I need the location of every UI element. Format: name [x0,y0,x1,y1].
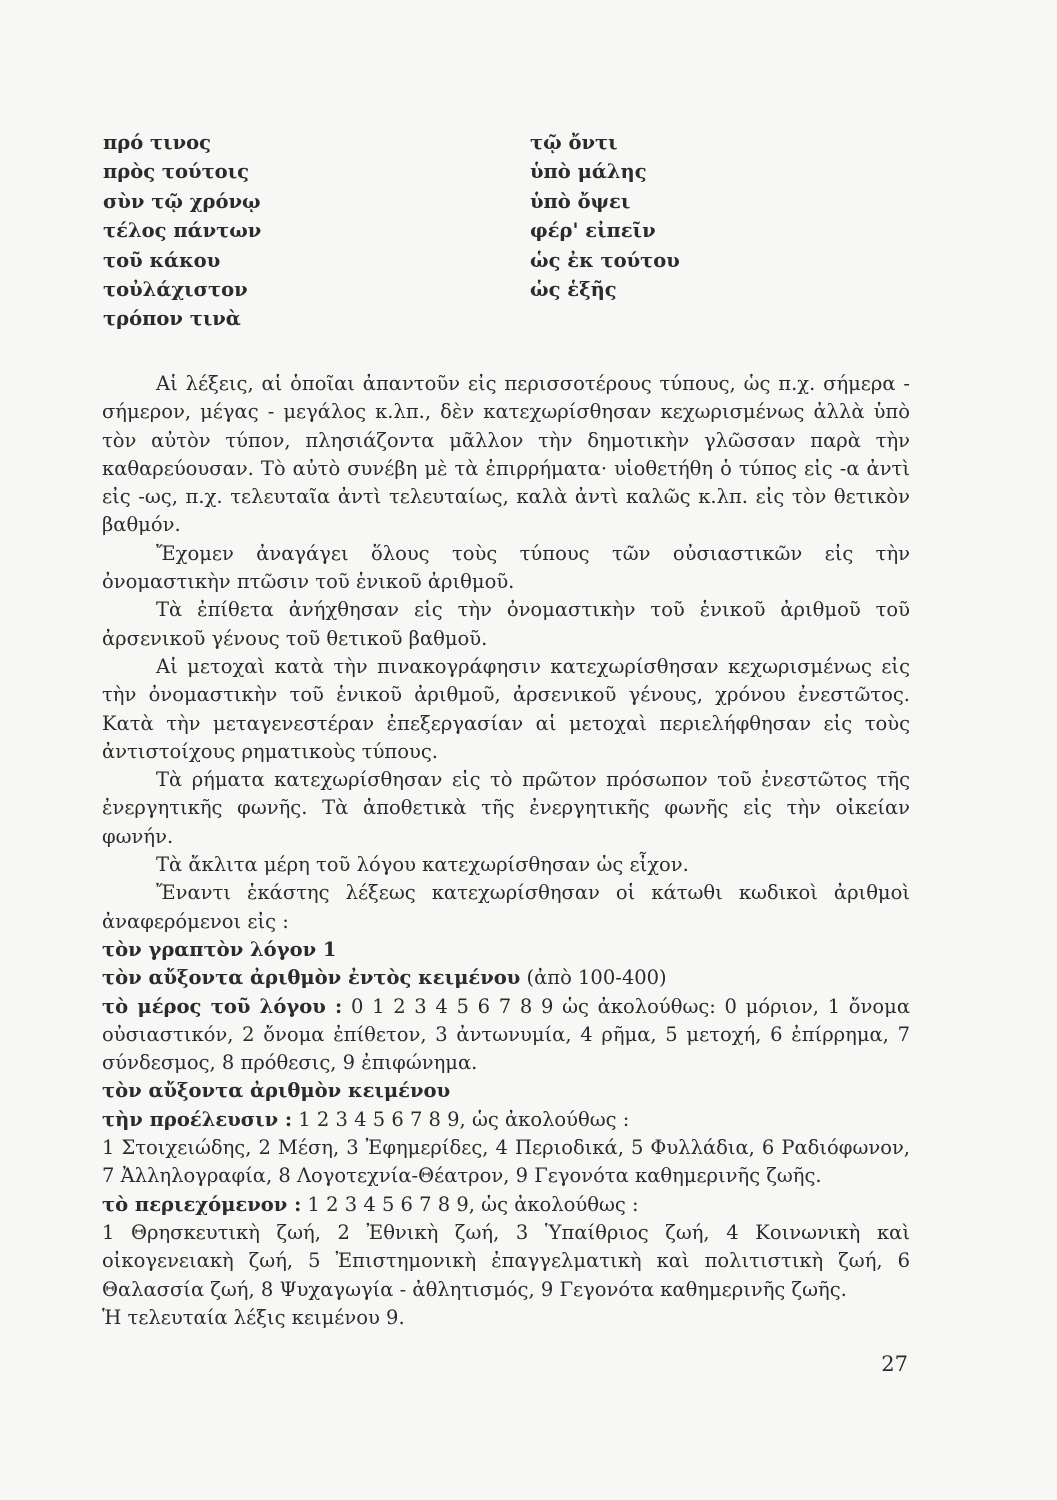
phrase-item: φέρ' εἰπεῖν [530,219,656,243]
code-part-of-speech-label: τὸ μέρος τοῦ λόγου : [102,994,343,1018]
phrase-list-right [530,128,890,304]
paragraph-indeclinables: Τὰ ἄκλιτα μέρη τοῦ λόγου κατεχωρίσθησαν ὡς εἶχον. [156,853,689,877]
code-content [102,1191,910,1219]
phrase-item: ὑπὸ ὄψει [530,189,631,213]
code-part-of-speech [102,993,910,1078]
paragraph-nouns: Ἔχομεν ἀναγάγει ὅλους τοὺς τύπους τῶν οὐσιαστικῶν εἰς τὴν ὀνομαστικὴν πτῶσιν τοῦ ἑνικοῦ ἀριθμοῦ. [102,541,910,594]
phrase-item: τρόπον τινὰ [103,307,241,331]
code-written-text [102,936,910,964]
code-serial-of-text [102,1077,910,1105]
paragraph-adjectives: Τὰ ἐπίθετα ἀνήχθησαν εἰς τὴν ὀνομαστικὴν τοῦ ἑνικοῦ ἀριθμοῦ τοῦ ἀρσενικοῦ γένους τοῦ θετικοῦ βαθμοῦ. [102,598,910,650]
phrase-item: ὡς ἐκ τούτου [530,248,680,272]
phrase-item: σὺν τῷ χρόνῳ [103,189,261,213]
code-origin-digits: 1 2 3 4 5 6 7 8 9, ὡς ἀκολούθως : [292,1107,630,1131]
code-serial-of-text-label: τὸν αὔξοντα ἀριθμὸν κειμένου [102,1079,451,1103]
code-content-digits: 1 2 3 4 5 6 7 8 9, ὡς ἀκολούθως : [301,1192,639,1216]
body-text [102,370,910,1332]
paragraph-verbs: Τὰ ρήματα κατεχωρίσθησαν εἰς τὸ πρῶτον πρόσωπον τοῦ ἐνεστῶτος τῆς ἐνεργητικῆς φωνῆς. Τὰ ἀποθετικὰ τῆς ἐνεργητικῆς φωνῆς εἰς τὴν οἰκείαν φωνήν. [102,768,910,848]
code-origin-label: τὴν προέλευσιν : [102,1107,293,1131]
phrase-list-left [103,128,423,334]
code-serial-in-text [102,964,910,992]
code-origin [102,1106,910,1134]
code-content-list: 1 Θρησκευτικὴ ζωή, 2 Ἐθνικὴ ζωή, 3 Ὑπαίθριος ζωή, 4 Κοινωνικὴ καὶ οἰκογενειακὴ ζωή, 5 Ἐπιστημονικὴ ἐπαγγελματικὴ καὶ πολιτιστικὴ ζωή, 6 Θαλασσία ζωή, 8 Ψυχαγωγία - ἀθλητισμός, 9 Γεγονότα καθημερινῆς ζωῆς. [102,1220,910,1301]
phrase-item: ὑπὸ μάλης [530,160,647,184]
code-last-word: Ἡ τελευταία λέξις κειμένου 9. [102,1305,405,1329]
page-number: 27 [881,1352,908,1376]
phrase-item: ὡς ἑξῆς [530,278,617,302]
phrase-item: πρό τινος [103,131,212,154]
paragraph-word-forms: Αἱ λέξεις, αἱ ὁποῖαι ἀπαντοῦν εἰς περισσοτέρους τύπους, ὡς π.χ. σήμερα - σήμερον, μέγας - μεγάλος κ.λπ., δὲν κατεχωρίσθησαν κεχωρισμένως ἀλλὰ ὑπὸ τὸν αὐτὸν τύπον, πλησιάζοντα μᾶλλον τὴν δημοτικὴν γλῶσσαν παρὰ τὴν καθαρεύουσαν. Τὸ αὐτὸ συνέβη μὲ τὰ ἐπιρρήματα· υἱοθετήθη ὁ τύπος εἰς -α ἀντὶ εἰς -ως, π.χ. τελευταῖα ἀντὶ τελευταίως, καλὰ ἀντὶ καλῶς κ.λπ. εἰς τὸν θετικὸν βαθμόν. [102,372,910,537]
phrase-item: τοῦ κάκου [103,248,221,272]
code-written-text-label: τὸν γραπτὸν λόγον 1 [102,937,337,961]
phrase-item: τῷ ὄντι [530,131,618,154]
phrase-item: τοὐλάχιστον [103,278,248,302]
phrase-item: τέλος πάντων [103,219,262,243]
code-content-label: τὸ περιεχόμενον : [102,1192,302,1216]
code-serial-in-text-label: τὸν αὔξοντα ἀριθμὸν ἐντὸς κειμένου [102,966,521,990]
code-serial-in-text-range: (ἀπὸ 100-400) [520,966,667,990]
code-origin-list: 1 Στοιχειώδης, 2 Μέση, 3 Ἐφημερίδες, 4 Περιοδικά, 5 Φυλλάδια, 6 Ραδιόφωνον, 7 Ἀλληλογραφία, 8 Λογοτεχνία-Θέατρον, 9 Γεγονότα καθημερινῆς ζωῆς. [102,1136,910,1188]
paragraph-codes-intro: Ἔναντι ἑκάστης λέξεως κατεχωρίσθησαν οἱ κάτωθι κωδικοὶ ἀριθμοὶ ἀναφερόμενοι εἰς : [102,881,910,933]
code-part-of-speech-text: 0 1 2 3 4 5 6 7 8 9 ὡς ἀκολούθως: 0 μόριον, 1 ὄνομα οὐσιαστικόν, 2 ὄνομα ἐπίθετον, 3 ἀντωνυμία, 4 ρῆμα, 5 μετοχή, 6 ἐπίρρημα, 7 σύνδεσμος, 8 πρόθεσις, 9 ἐπιφώνημα. [102,994,910,1075]
phrase-item: πρὸς τούτοις [103,160,250,184]
paragraph-participles: Αἱ μετοχαὶ κατὰ τὴν πινακογράφησιν κατεχωρίσθησαν κεχωρισμένως εἰς τὴν ὀνομαστικὴν τοῦ ἑνικοῦ ἀριθμοῦ, ἀρσενικοῦ γένους, χρόνου ἐνεστῶτος. Κατὰ τὴν μεταγενεστέραν ἐπεξεργασίαν αἱ μετοχαὶ περιελήφθησαν εἰς τοὺς ἀντιστοίχους ρηματικοὺς τύπους. [102,654,910,763]
